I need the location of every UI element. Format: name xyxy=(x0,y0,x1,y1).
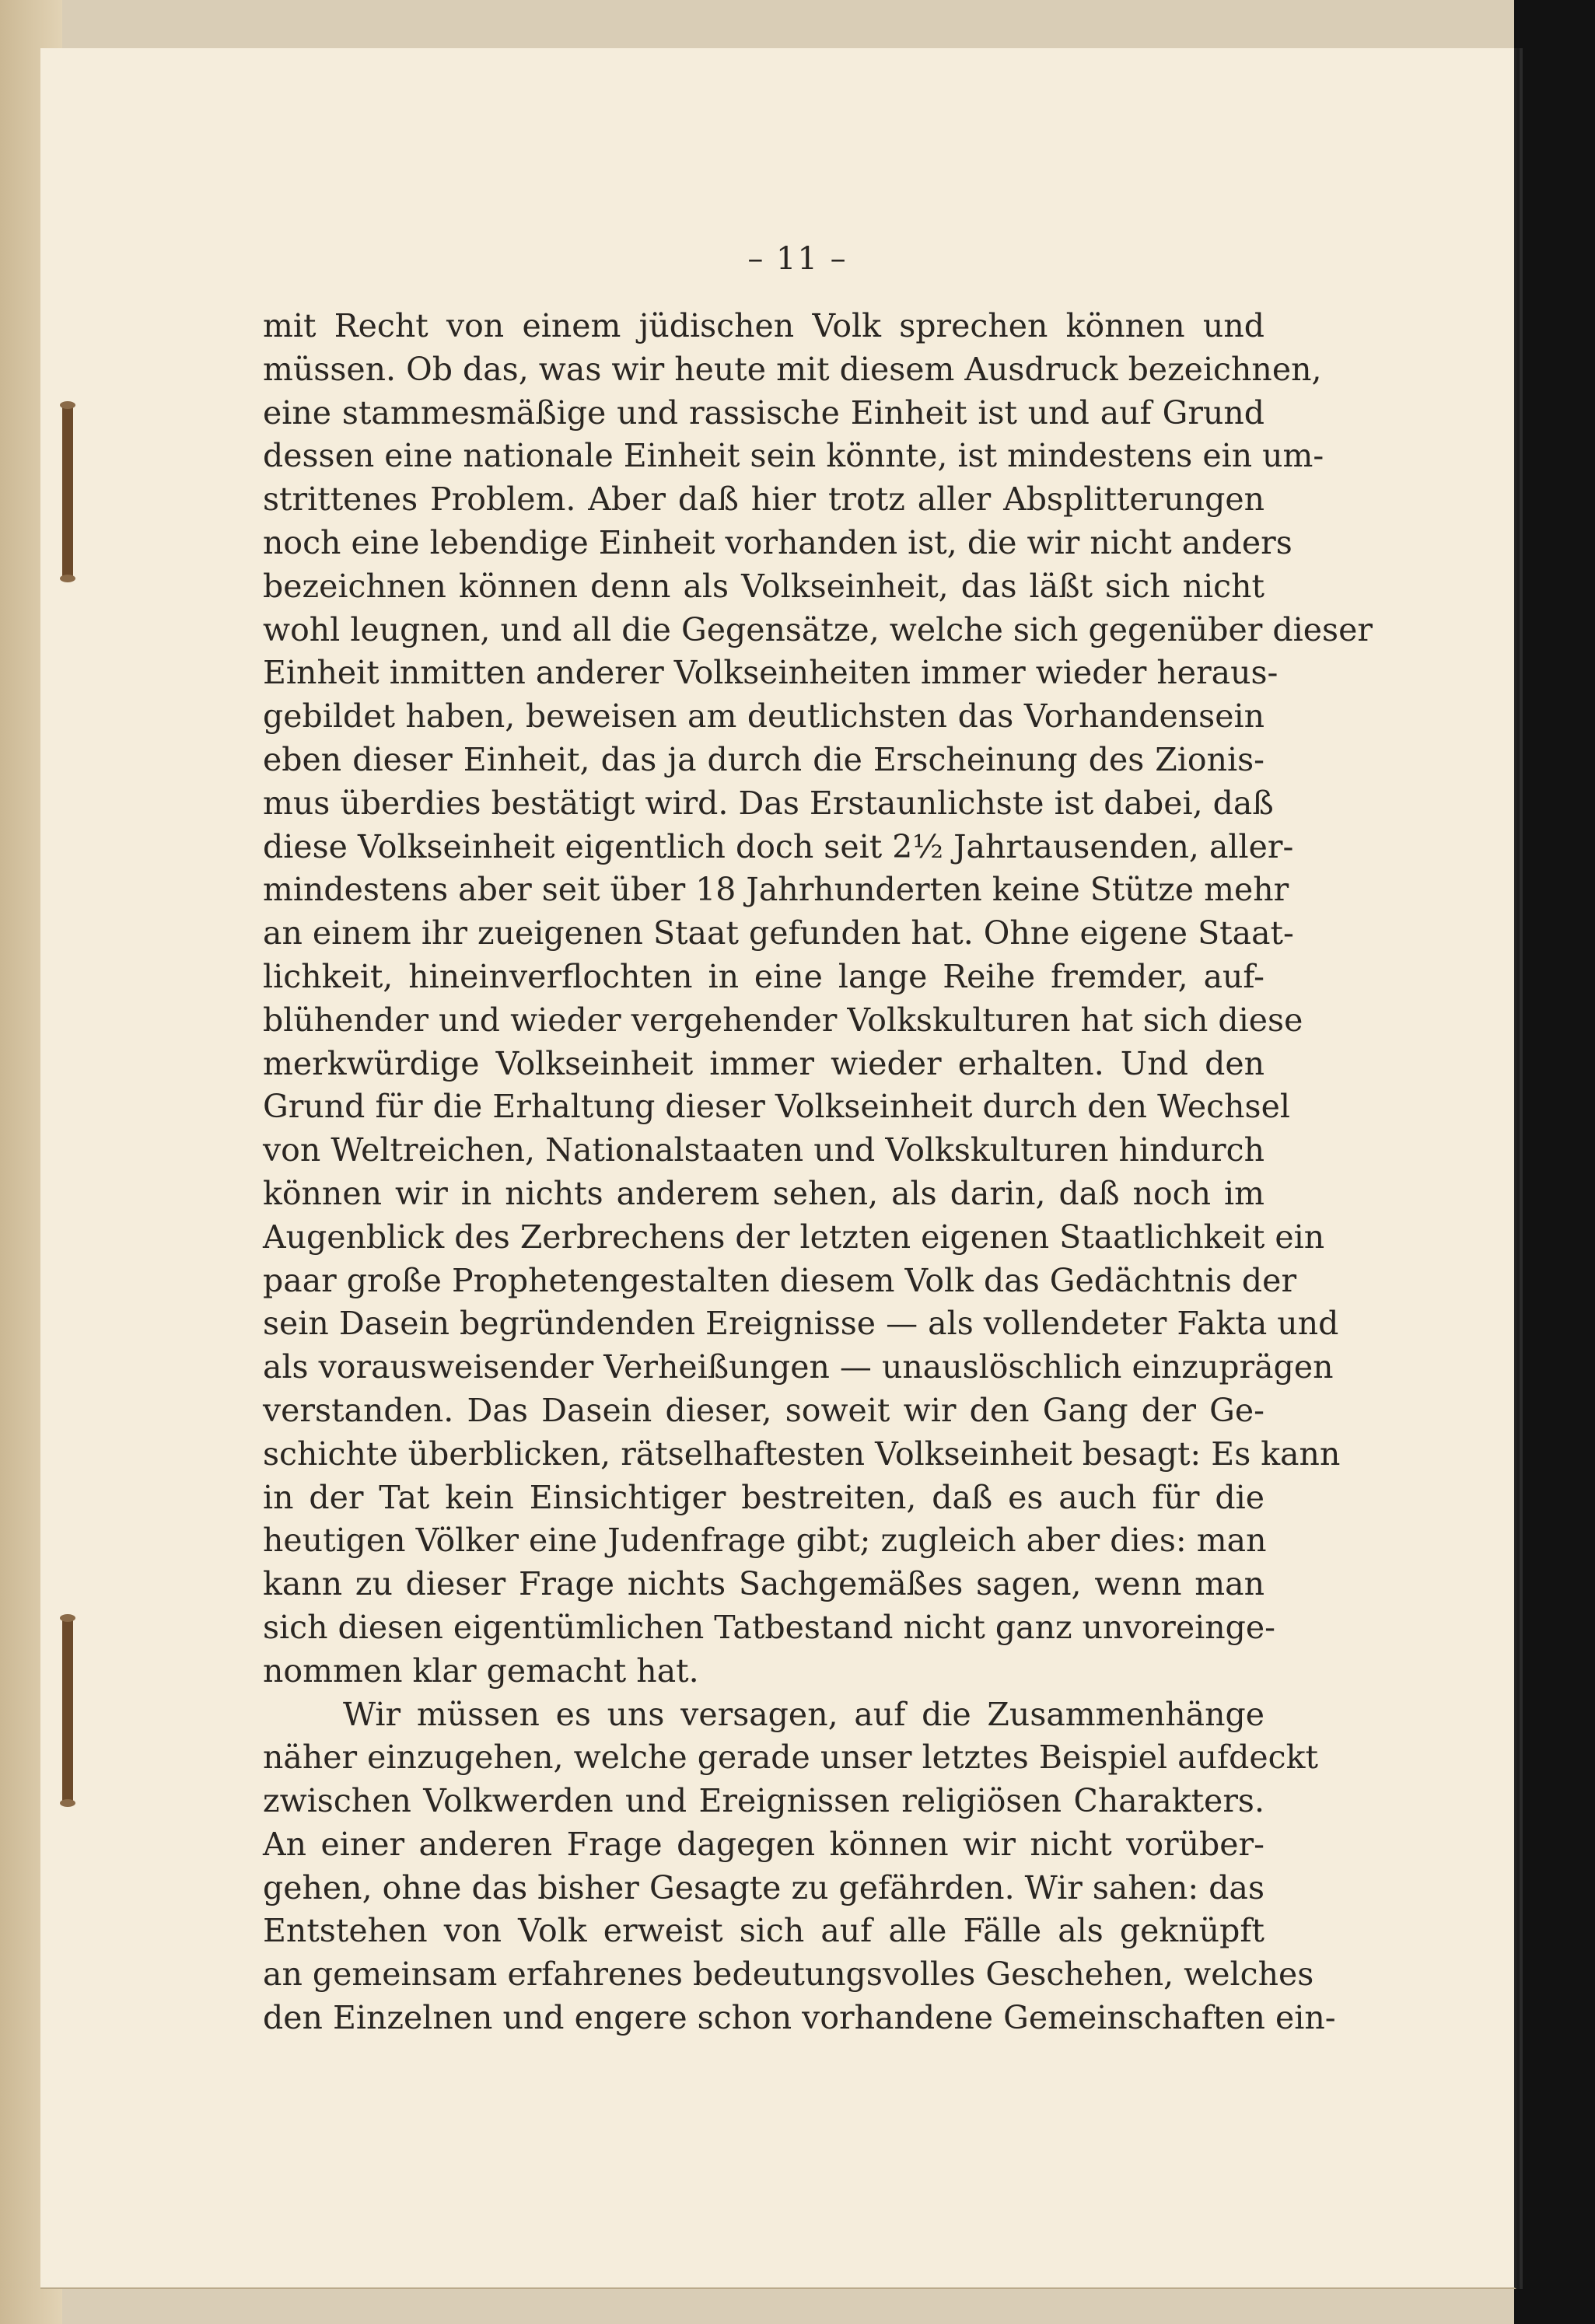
text-line: müssen. Ob das, was wir heute mit diesem Ausdruck bezeichnen, xyxy=(263,350,1322,388)
text-line: heutigen Völker eine Judenfrage gibt; zugleich aber dies: man xyxy=(263,1522,1267,1560)
text-line: nommen klar gemacht hat. xyxy=(263,1651,699,1690)
binding-stitch-bottom xyxy=(62,1617,73,1804)
text-line: von Weltreichen, Nationalstaaten und Volkskulturen hindurch xyxy=(263,1131,1264,1169)
text-line: den Einzelnen und engere schon vorhandene Gemeinschaften ein- xyxy=(263,1999,1336,2037)
binding-stitch-top xyxy=(62,404,73,579)
text-line: merkwürdige Volkseinheit immer wieder erhalten. Und den xyxy=(263,1044,1264,1082)
text-line: dessen eine nationale Einheit sein könnte, ist mindestens ein um- xyxy=(263,437,1324,475)
text-line: eine stammesmäßige und rassische Einheit ist und auf Grund xyxy=(263,393,1264,432)
text-line: näher einzugehen, welche gerade unser letztes Beispiel aufdeckt xyxy=(263,1739,1318,1777)
text-line: bezeichnen können denn als Volkseinheit, das läßt sich nicht xyxy=(263,567,1264,605)
text-line: sein Dasein begründenden Ereignisse — als vollendeter Fakta und xyxy=(263,1305,1339,1343)
stitch-hole xyxy=(60,575,75,582)
paragraph xyxy=(263,305,1373,1693)
text-line: mus überdies bestätigt wird. Das Erstaunlichste ist dabei, daß xyxy=(263,784,1274,822)
text-line: Wir müssen es uns versagen, auf die Zusammenhänge xyxy=(343,1695,1264,1733)
text-line: als vorausweisender Verheißungen — unauslöschlich einzuprägen xyxy=(263,1348,1334,1386)
text-line: Augenblick des Zerbrechens der letzten eigenen Staatlichkeit ein xyxy=(263,1218,1325,1256)
text-line: kann zu dieser Frage nichts Sachgemäßes sagen, wenn man xyxy=(263,1565,1264,1603)
text-line: strittenes Problem. Aber daß hier trotz aller Absplitterungen xyxy=(263,481,1264,519)
text-line: eben dieser Einheit, das ja durch die Erscheinung des Zionis- xyxy=(263,740,1264,778)
text-line: schichte überblicken, rätselhaftesten Volkseinheit besagt: Es kann xyxy=(263,1435,1341,1473)
text-line: lichkeit, hineinverflochten in eine lange Reihe fremder, auf- xyxy=(263,957,1264,995)
text-line: Grund für die Erhaltung dieser Volkseinheit durch den Wechsel xyxy=(263,1088,1290,1126)
text-line: diese Volkseinheit eigentlich doch seit 2½ Jahrtausenden, aller- xyxy=(263,827,1294,865)
scan-background xyxy=(1514,0,1595,2324)
text-line: zwischen Volkwerden und Ereignissen religiösen Charakters. xyxy=(263,1782,1264,1820)
text-line: sich diesen eigentümlichen Tatbestand nicht ganz unvoreinge- xyxy=(263,1608,1276,1646)
text-line: wohl leugnen, und all die Gegensätze, welche sich gegenüber dieser xyxy=(263,610,1373,648)
text-line: gebildet haben, beweisen am deutlichsten das Vorhandensein xyxy=(263,697,1264,736)
text-line: an einem ihr zueigenen Staat gefunden hat. Ohne eigene Staat- xyxy=(263,914,1294,952)
stitch-hole xyxy=(60,1799,75,1807)
text-line: blühender und wieder vergehender Volkskulturen hat sich diese xyxy=(263,1001,1303,1039)
paragraph xyxy=(263,1693,1336,2040)
body-text xyxy=(263,305,1373,2040)
text-line: an gemeinsam erfahrenes bedeutungsvolles Geschehen, welches xyxy=(263,1955,1314,1994)
text-line: gehen, ohne das bisher Gesagte zu gefährden. Wir sahen: das xyxy=(263,1868,1264,1906)
text-line: An einer anderen Frage dagegen können wir nicht vorüber- xyxy=(263,1825,1264,1863)
stitch-hole xyxy=(60,401,75,409)
text-line: Einheit inmitten anderer Volkseinheiten immer wieder heraus- xyxy=(263,654,1278,692)
text-line: verstanden. Das Dasein dieser, soweit wir den Gang der Ge- xyxy=(263,1391,1264,1429)
text-line: können wir in nichts anderem sehen, als darin, daß noch im xyxy=(263,1174,1264,1212)
text-line: noch eine lebendige Einheit vorhanden ist, die wir nicht anders xyxy=(263,523,1292,561)
stitch-hole xyxy=(60,1614,75,1622)
text-line: mit Recht von einem jüdischen Volk sprechen können und xyxy=(263,307,1264,344)
text-line: Entstehen von Volk erweist sich auf alle Fälle als geknüpft xyxy=(263,1912,1264,1950)
text-line: mindestens aber seit über 18 Jahrhunderten keine Stütze mehr xyxy=(263,871,1289,909)
text-line: in der Tat kein Einsichtiger bestreiten, daß es auch für die xyxy=(263,1478,1264,1516)
page-number: – 11 – xyxy=(747,241,848,277)
text-line: paar große Prophetengestalten diesem Volk das Gedächtnis der xyxy=(263,1261,1297,1299)
